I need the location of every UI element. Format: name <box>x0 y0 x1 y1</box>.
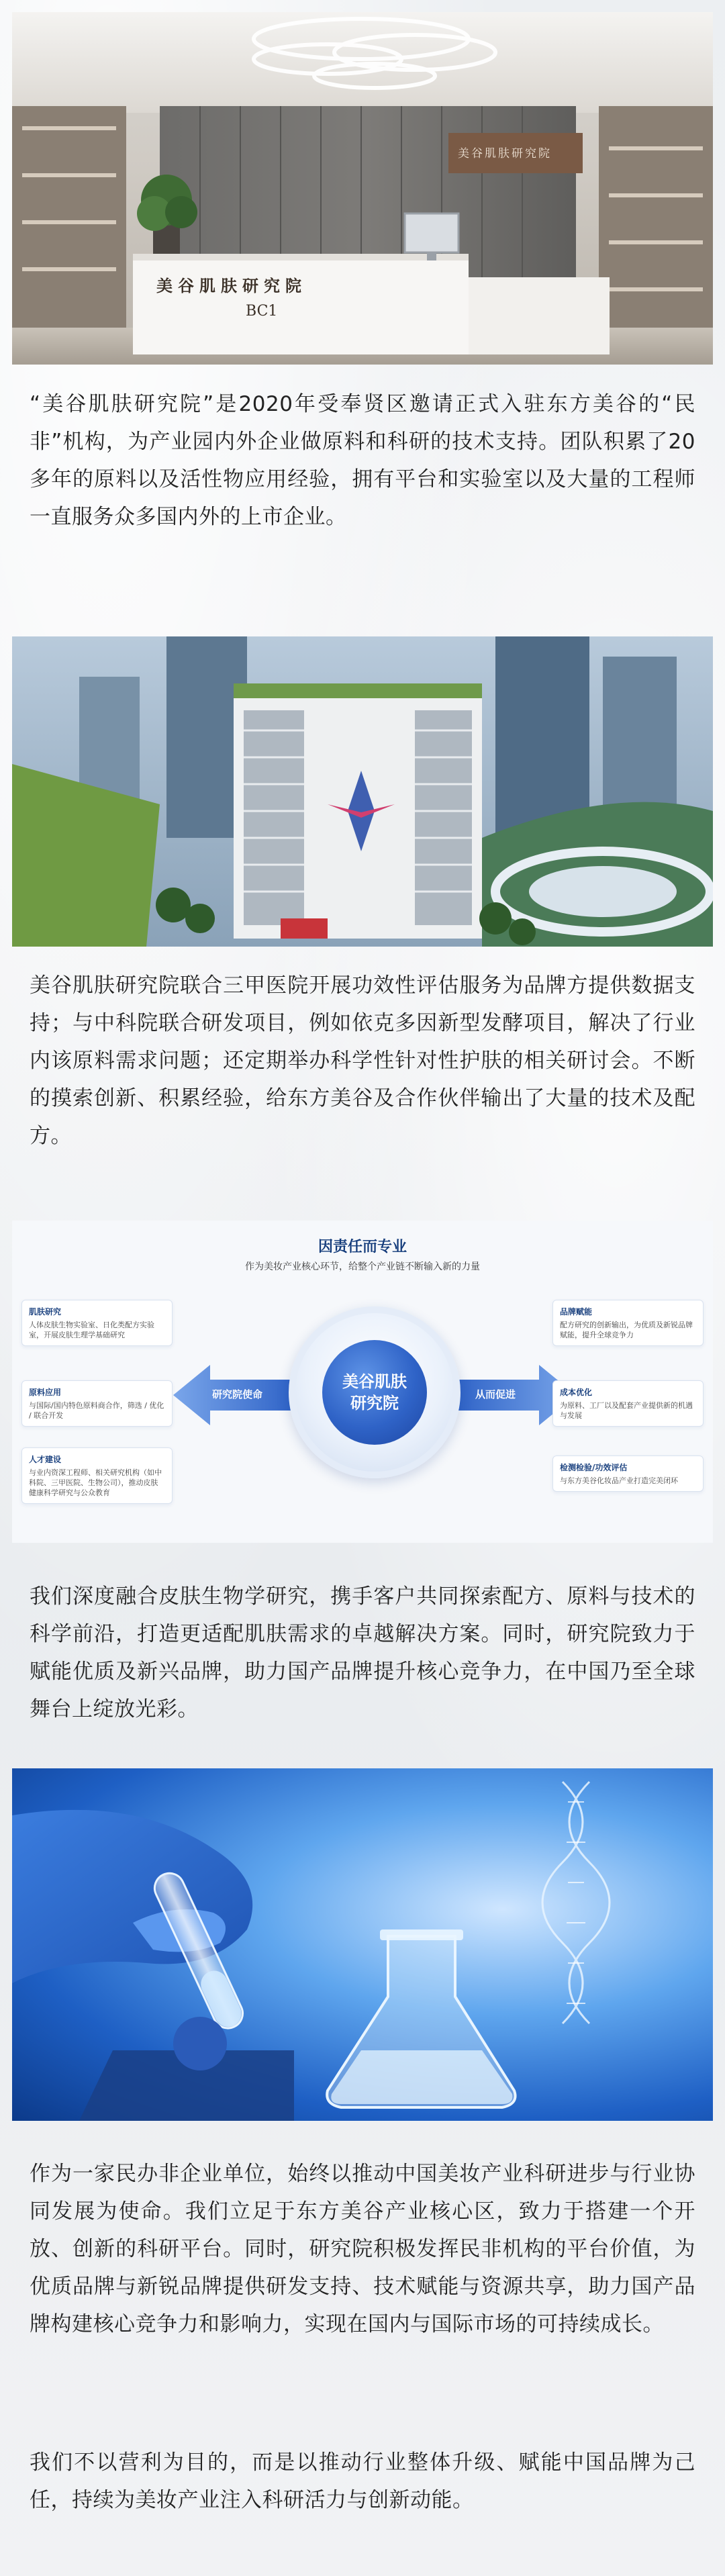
box-text: 人体皮肤生物实验室、日化类配方实验室，开展皮肤生理学基础研究 <box>29 1321 154 1339</box>
left-box-materials <box>21 1380 173 1427</box>
infographic-title: 因责任而专业 <box>318 1239 407 1255</box>
box-text: 配方研究的创新输出，为优质及新锐品牌赋能，提升全球竞争力 <box>560 1321 693 1339</box>
lobby-photo <box>12 12 713 365</box>
box-title: 肌肤研究 <box>29 1307 62 1317</box>
right-box-testing <box>552 1456 704 1492</box>
center-label-line1: 美谷肌肤 <box>342 1372 407 1391</box>
center-badge <box>322 1340 427 1445</box>
box-title: 成本优化 <box>560 1388 593 1397</box>
box-text: 与业内资深工程师、相关研究机构（如中科院、三甲医院、生物公司），推动皮肤健康科学研究与公众教育 <box>29 1468 162 1497</box>
research-paragraph: 我们深度融合皮肤生物学研究，携手客户共同探索配方、原料与技术的科学前沿，打造更适配肌肤需求的卓越解决方案。同时，研究院致力于赋能优质及新兴品牌，助力国产品牌提升核心竞争力，在中国乃至全球舞台上绽放光彩。 <box>30 1584 695 1721</box>
cooperation-paragraph: 美谷肌肤研究院联合三甲医院开展功效性评估服务为品牌方提供数据支持；与中科院联合研发项目，例如依克多因新型发酵项目，解决了行业内该原料需求问题；还定期举办科学性针对性护肤的相关研讨会。不断的摸索创新、积累经验，给东方美谷及合作伙伴输出了大量的技术及配方。 <box>30 973 695 1148</box>
mission-paragraph: 作为一家民办非企业单位，始终以推动中国美妆产业科研进步与行业协同发展为使命。我们立足于东方美谷产业核心区，致力于搭建一个开放、创新的科研平台。同时，研究院积极发挥民非机构的平台价值，为优质品牌与新锐品牌提供研发支持、技术赋能与资源共享，助力国产品牌构建核心竞争力和影响力，实现在国内与国际市场的可持续成长。 <box>30 2162 695 2336</box>
box-title: 人才建设 <box>29 1455 62 1464</box>
room-number: BC1 <box>246 303 278 320</box>
right-box-cost <box>552 1380 704 1427</box>
left-box-talent <box>21 1447 173 1504</box>
right-box-brand <box>552 1300 704 1346</box>
box-title: 品牌赋能 <box>560 1307 593 1317</box>
left-arrow-label: 研究院使命 <box>212 1388 263 1400</box>
box-title: 原料应用 <box>29 1388 62 1397</box>
intro-paragraph: “美谷肌肤研究院”是2020年受奉贤区邀请正式入驻东方美谷的“民非”机构，为产业园内外企业做原料和科研的技术支持。团队积累了20多年的原料以及活性物应用经验，拥有平台和实验室以及大量的工程师一直服务众多国内外的上市企业。 <box>30 392 695 529</box>
lobby-illustration <box>12 12 713 365</box>
building-illustration <box>12 636 713 947</box>
desk-sign: 美谷肌肤研究院 <box>156 276 307 295</box>
box-text: 为原料、工厂以及配套产业提供新的机遇与发展 <box>560 1401 693 1420</box>
box-text: 与国际/国内特色原料商合作，筛选 / 优化 / 联合开发 <box>29 1401 164 1420</box>
wall-sign: 美谷肌肤研究院 <box>458 147 552 160</box>
building-photo <box>12 636 713 947</box>
lab-illustration <box>12 1768 713 2121</box>
box-text: 与东方美谷化妆品产业打造完美闭环 <box>560 1476 678 1485</box>
closing-paragraph: 我们不以营利为目的，而是以推动行业整体升级、赋能中国品牌为己任，持续为美妆产业注入科研活力与创新动能。 <box>30 2450 695 2512</box>
responsibility-infographic <box>12 1221 713 1543</box>
left-box-research <box>21 1300 173 1346</box>
center-label-line2: 研究院 <box>350 1394 399 1413</box>
infographic-subtitle: 作为美妆产业核心环节，给整个产业链不断输入新的力量 <box>245 1261 480 1272</box>
right-arrow-label: 从而促进 <box>475 1388 516 1400</box>
box-title: 检测检验/功效评估 <box>560 1463 628 1472</box>
lab-photo <box>12 1768 713 2121</box>
